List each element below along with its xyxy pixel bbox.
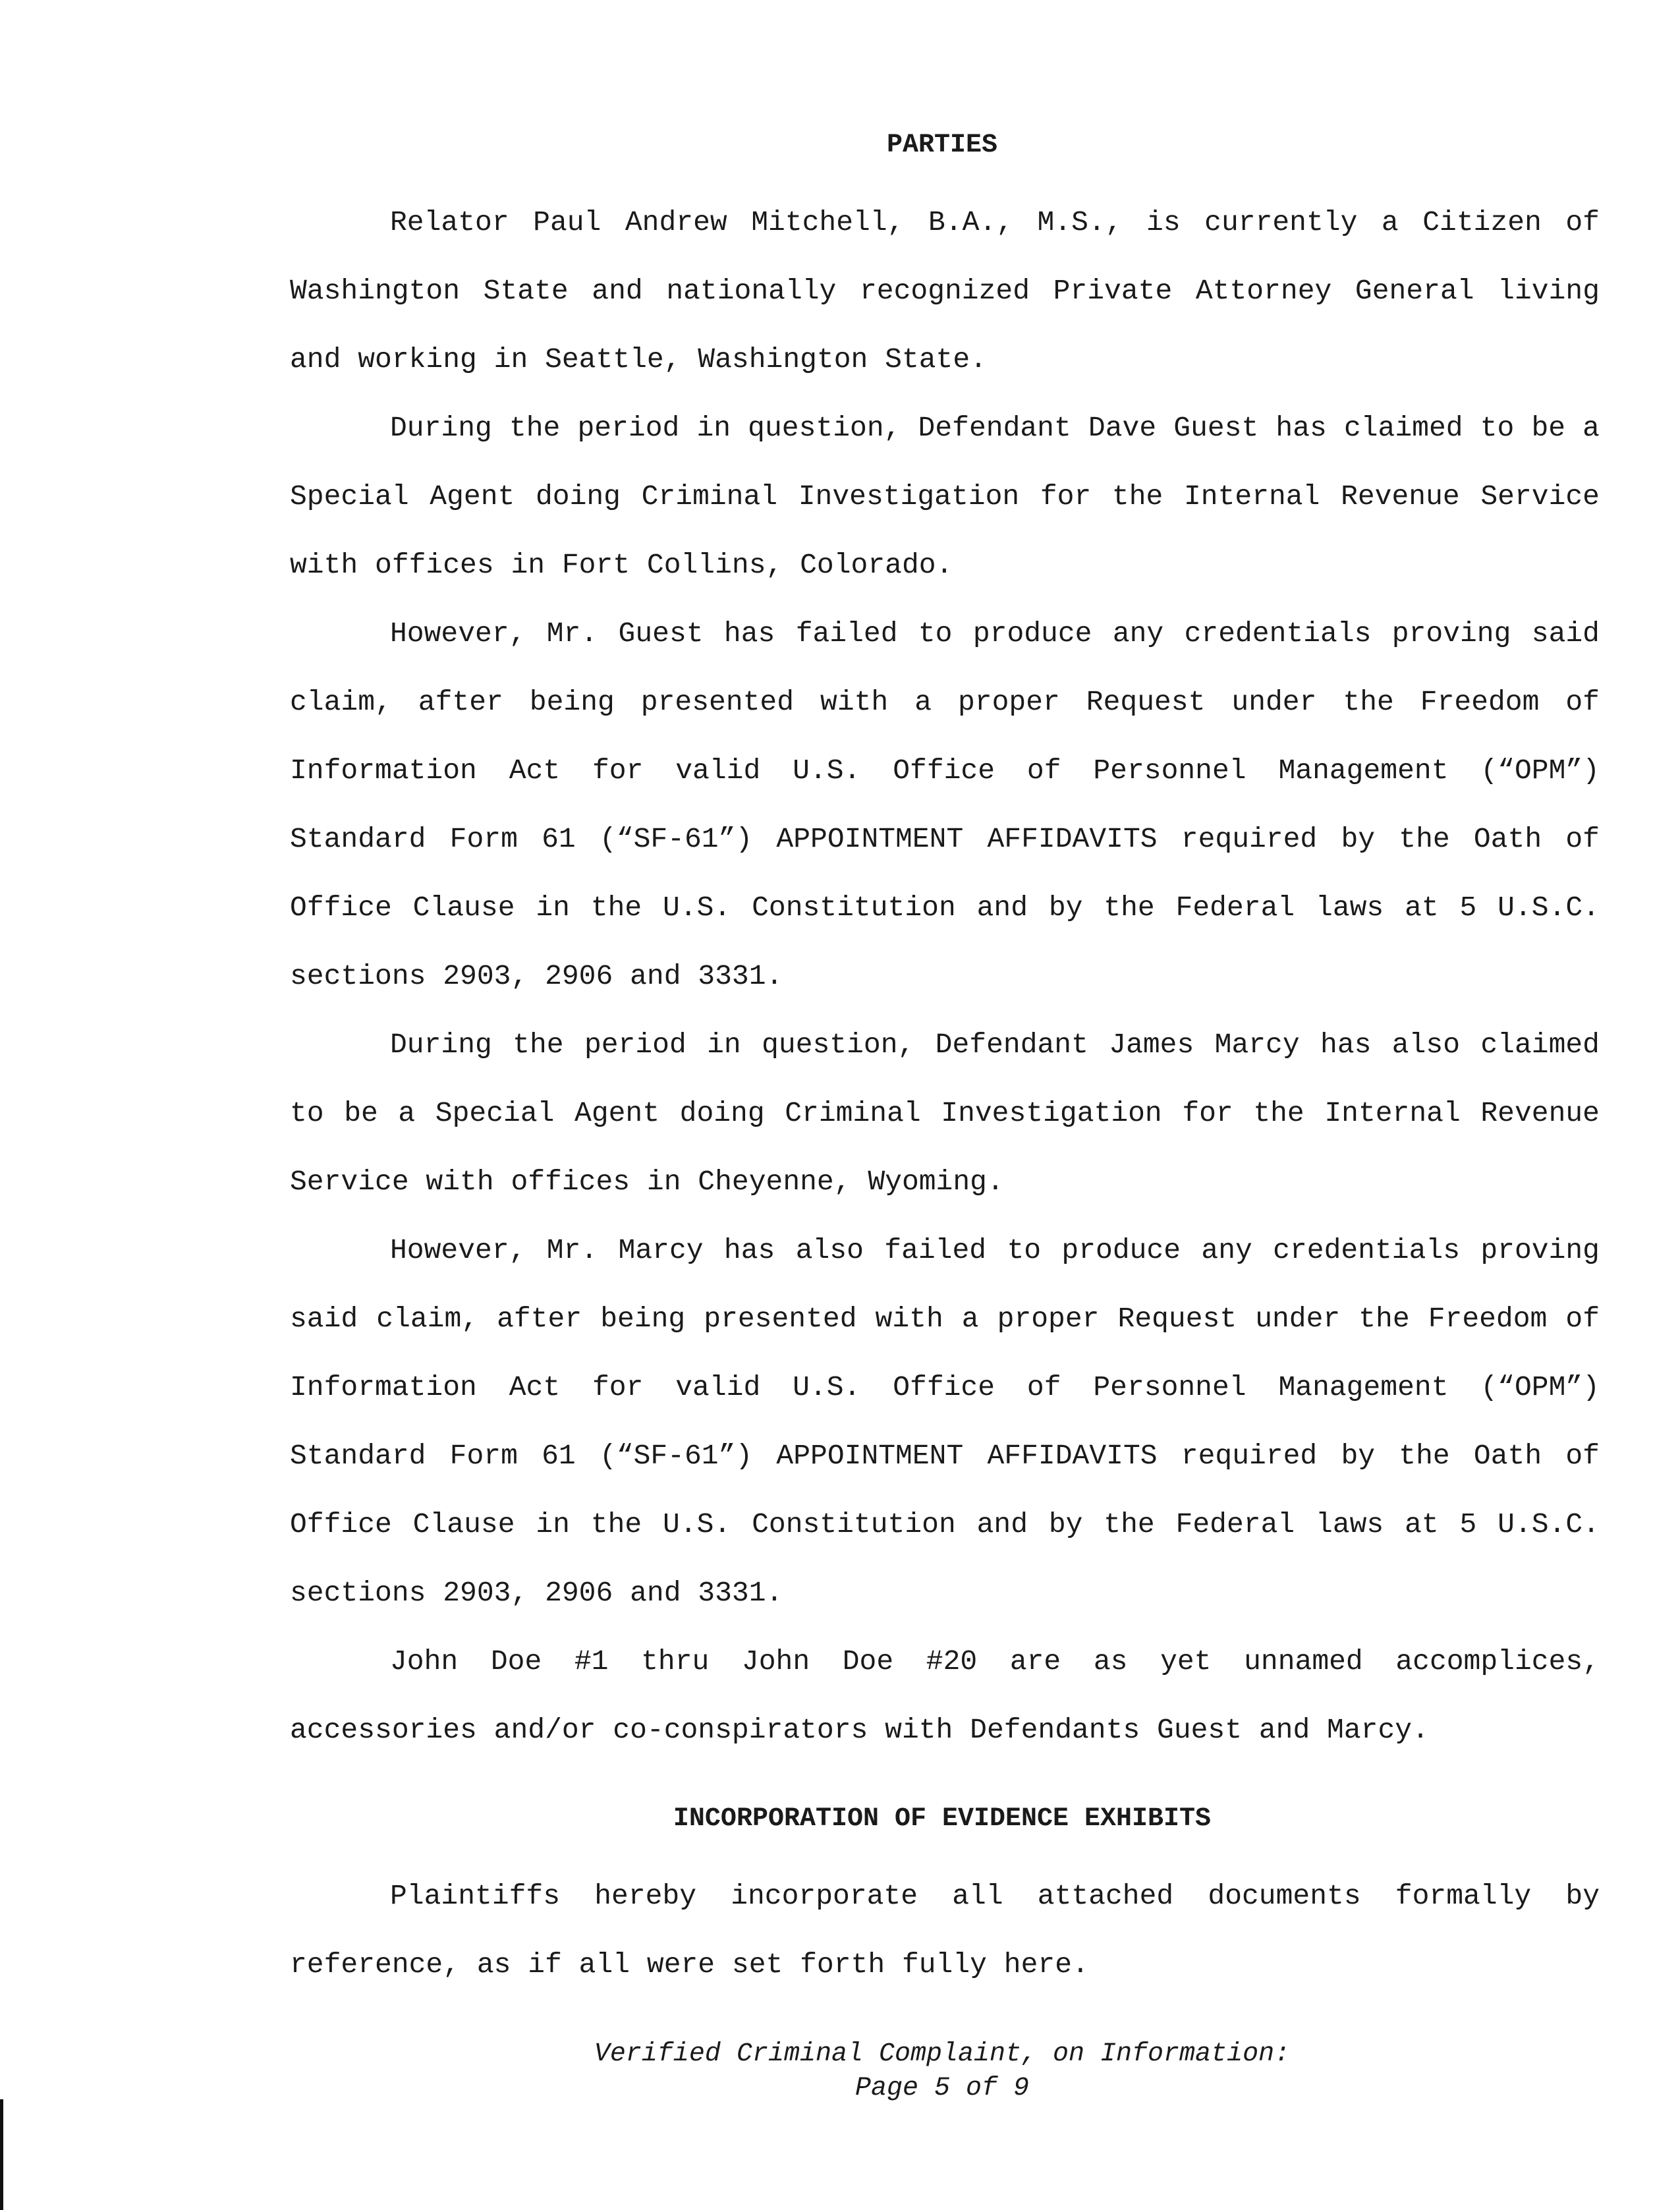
- section-heading-parties: PARTIES: [886, 130, 998, 160]
- paragraph-marcy-credentials: However, Mr. Marcy has also failed to produce any credentials proving said claim, after being presented with a proper Request under the Freedom of Information Act for valid U.S. Office of Personnel Management (“OPM”) Standard Form 61 (“SF-61”) APPOINTMENT AFFIDAVITS required by the Oath of Office Clause in the U.S. Constitution and by the Federal laws at 5 U.S.C. sections 2903, 2906 and 3331.: [290, 1234, 1600, 1609]
- scan-edge-mark: [0, 2099, 3, 2210]
- paragraph-relator: Relator Paul Andrew Mitchell, B.A., M.S., is currently a Citizen of Washington State and nationally recognized Private Attorney General living and working in Seattle, Washington State.: [290, 206, 1600, 376]
- paragraph-guest-claim: During the period in question, Defendant Dave Guest has claimed to be a Special Agent doing Criminal Investigation for the Internal Revenue Service with offices in Fort Collins, Colorado.: [290, 412, 1600, 581]
- section-heading-evidence: INCORPORATION OF EVIDENCE EXHIBITS: [673, 1804, 1212, 1834]
- evidence-body: [290, 1862, 1600, 1999]
- paragraph-john-doe: John Doe #1 thru John Doe #20 are as yet unnamed accomplices, accessories and/or co-conspirators with Defendants Guest and Marcy.: [290, 1645, 1600, 1746]
- parties-body: [290, 188, 1600, 1765]
- paragraph-incorporation: Plaintiffs hereby incorporate all attached documents formally by reference, as if all were set forth fully here.: [290, 1880, 1600, 1981]
- page-footer: [0, 2037, 1680, 2106]
- footer-page-number: Page 5 of 9: [854, 2074, 1030, 2103]
- paragraph-guest-credentials: However, Mr. Guest has failed to produce any credentials proving said claim, after being presented with a proper Request under the Freedom of Information Act for valid U.S. Office of Personnel Management (“OPM”) Standard Form 61 (“SF-61”) APPOINTMENT AFFIDAVITS required by the Oath of Office Clause in the U.S. Constitution and by the Federal laws at 5 U.S.C. sections 2903, 2906 and 3331.: [290, 617, 1600, 992]
- paragraph-marcy-claim: During the period in question, Defendant James Marcy has also claimed to be a Special Agent doing Criminal Investigation for the Internal Revenue Service with offices in Cheyenne, Wyoming.: [290, 1029, 1600, 1198]
- footer-title: Verified Criminal Complaint, on Information:: [594, 2039, 1291, 2069]
